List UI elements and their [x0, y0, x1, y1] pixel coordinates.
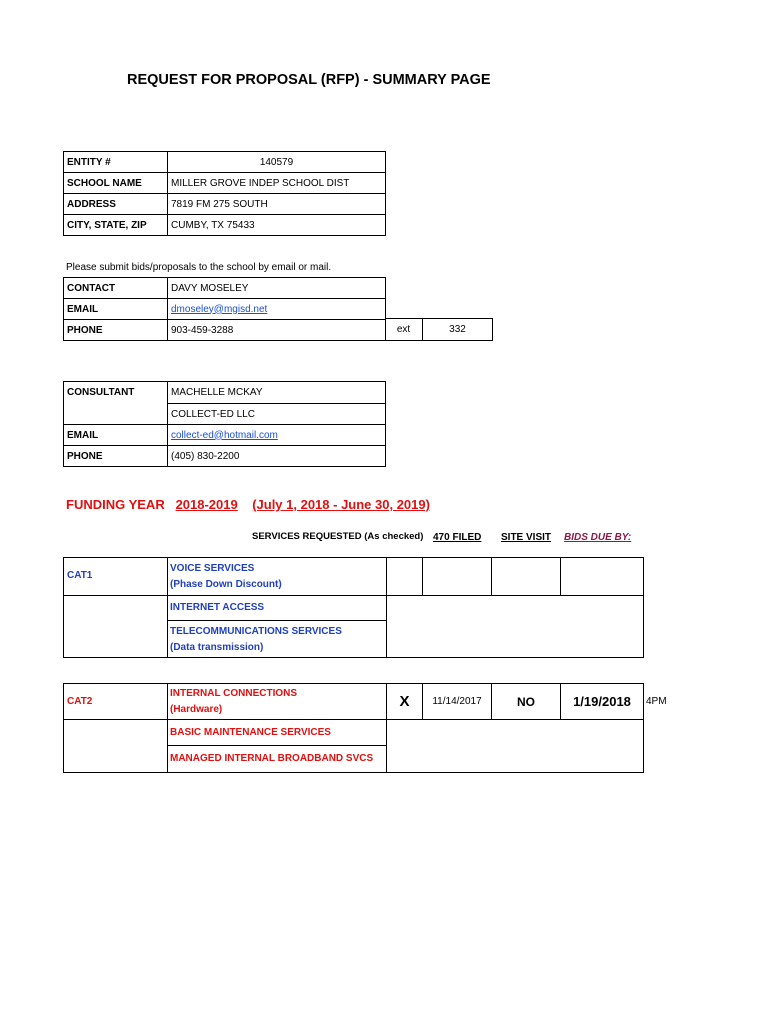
- consultant-label: CONSULTANT: [64, 382, 168, 425]
- internal-connections: [170, 686, 297, 718]
- cat2-filed-date: 11/14/2017: [432, 696, 482, 707]
- voice-line2: (Phase Down Discount): [170, 579, 282, 590]
- internet-access: INTERNET ACCESS: [170, 602, 265, 613]
- ic-line2: (Hardware): [170, 704, 223, 715]
- email-label: EMAIL: [64, 299, 168, 320]
- email-cell: [168, 299, 386, 320]
- city-label: CITY, STATE, ZIP: [64, 215, 168, 236]
- address-value: 7819 FM 275 SOUTH: [168, 194, 386, 215]
- voice-line1: VOICE SERVICES: [170, 563, 255, 574]
- voice-services: [170, 561, 282, 593]
- ext-value: 332: [449, 324, 466, 335]
- cat2-table: [63, 683, 644, 773]
- city-value: CUMBY, TX 75433: [168, 215, 386, 236]
- cat2-check-mark: X: [399, 693, 410, 710]
- ext-box: [385, 318, 493, 341]
- basic-maintenance: BASIC MAINTENANCE SERVICES: [170, 727, 331, 738]
- school-label: SCHOOL NAME: [64, 173, 168, 194]
- bids-due-header: BIDS DUE BY:: [564, 532, 632, 543]
- telecom-line1: TELECOMMUNICATIONS SERVICES: [170, 626, 342, 637]
- services-header: SERVICES REQUESTED (As checked): [252, 531, 424, 542]
- phone-label: PHONE: [64, 320, 168, 341]
- consultant-email-link[interactable]: collect-ed@hotmail.com: [171, 429, 278, 441]
- consultant-email-label: EMAIL: [64, 425, 168, 446]
- page-title: REQUEST FOR PROPOSAL (RFP) - SUMMARY PAGE: [127, 72, 491, 88]
- cat1-table: [63, 557, 644, 658]
- contact-label: CONTACT: [64, 278, 168, 299]
- cat1-label: CAT1: [67, 570, 93, 581]
- entity-label: ENTITY #: [64, 152, 168, 173]
- address-label: ADDRESS: [64, 194, 168, 215]
- funding-year: [66, 497, 430, 512]
- consultant-phone-label: PHONE: [64, 446, 168, 467]
- phone-value: 903-459-3288: [168, 320, 386, 341]
- site-visit-header: SITE VISIT: [501, 532, 552, 543]
- funding-range: (July 1, 2018 - June 30, 2019): [252, 497, 430, 512]
- contact-table: [63, 277, 386, 341]
- funding-label: FUNDING YEAR: [66, 497, 165, 512]
- cat2-site-visit: NO: [517, 694, 535, 709]
- cat2-due-date: 1/19/2018: [573, 694, 631, 709]
- ic-line1: INTERNAL CONNECTIONS: [170, 688, 298, 699]
- contact-value: DAVY MOSELEY: [168, 278, 386, 299]
- entity-value: 140579: [168, 152, 386, 173]
- school-value: MILLER GROVE INDEP SCHOOL DIST: [168, 173, 386, 194]
- cat2-due-time: 4PM: [646, 696, 667, 707]
- email-link[interactable]: dmoseley@mgisd.net: [171, 303, 268, 315]
- cat2-label: CAT2: [67, 696, 93, 707]
- consultant-email-cell: [168, 425, 386, 446]
- funding-years: 2018-2019: [175, 497, 238, 512]
- consultant-company: COLLECT-ED LLC: [168, 404, 386, 425]
- ext-label: ext: [396, 324, 411, 335]
- consultant-name: MACHELLE MCKAY: [168, 382, 386, 404]
- telecom-line2: (Data transmission): [170, 642, 264, 653]
- consultant-phone-value: (405) 830-2200: [168, 446, 386, 467]
- managed-broadband: MANAGED INTERNAL BROADBAND SVCS: [170, 753, 374, 764]
- consultant-table: [63, 381, 386, 467]
- filed-header: 470 FILED: [433, 532, 482, 543]
- submit-note: Please submit bids/proposals to the school by email or mail.: [66, 262, 332, 273]
- entity-table: [63, 151, 386, 236]
- telecom-services: [170, 624, 342, 656]
